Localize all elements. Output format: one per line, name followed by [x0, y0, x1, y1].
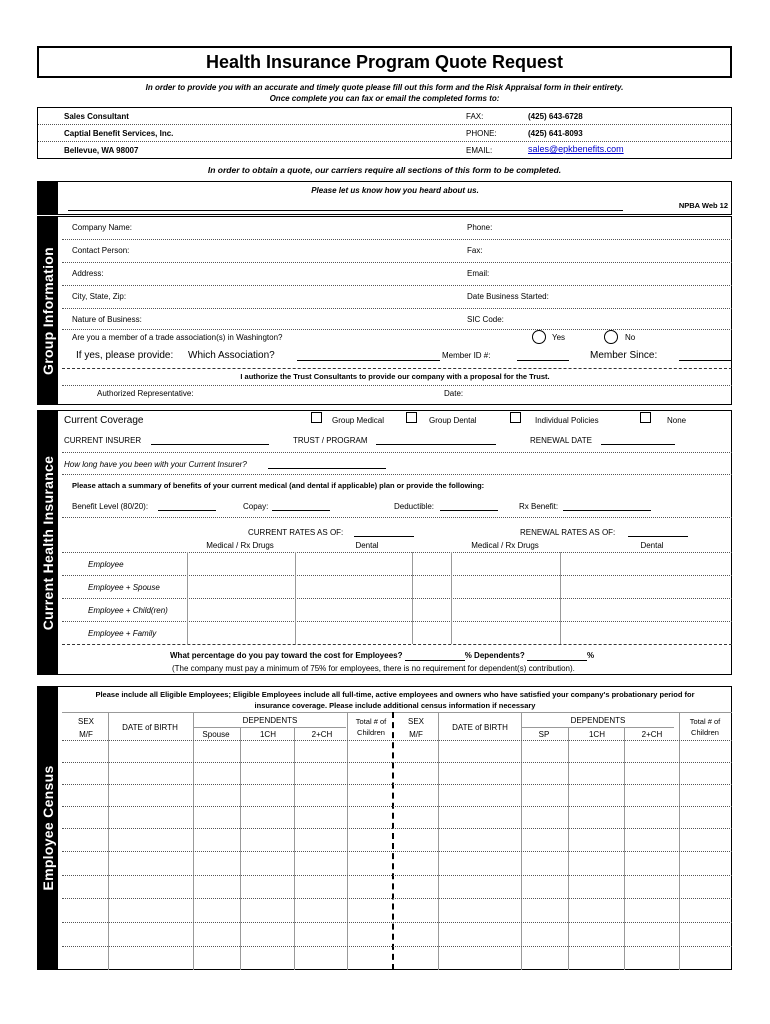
census-sp-right: SP [538, 730, 550, 739]
group-dental-checkbox[interactable] [406, 412, 417, 423]
attach-note: Please attach a summary of benefits of your current medical (and dental if applicable) plan or provide the following: [72, 481, 485, 490]
consultant-city: Bellevue, WA 98007 [64, 146, 139, 155]
census-1ch-left: 1CH [259, 730, 276, 739]
group-dental-label: Group Dental [429, 416, 477, 425]
census-dob-right: DATE of BIRTH [452, 723, 508, 732]
current-insurer-line[interactable] [151, 444, 269, 445]
fax-number: (425) 643-6728 [528, 112, 583, 121]
census-dependents-right: DEPENDENTS [570, 716, 626, 725]
renewal-dental-header: Dental [640, 541, 664, 550]
group-medical-label: Group Medical [332, 416, 385, 425]
intro-line-1: In order to provide you with an accurate and timely quote please fill out this form and the Risk Appraisal form in their entirety. [145, 83, 624, 92]
auth-date-field[interactable]: Date: [444, 389, 464, 398]
intro-line-2: Once complete you can fax or email the completed forms to: [269, 94, 500, 103]
census-row[interactable] [62, 946, 732, 947]
census-row[interactable] [62, 898, 732, 899]
company-name-field[interactable]: Company Name: [72, 223, 133, 232]
pct-question [170, 651, 594, 661]
min-contribution-note: (The company must pay a minimum of 75% for employees, there is no requirement for dependent(s) contribution). [172, 664, 575, 673]
current-insurer-label: CURRENT INSURER [64, 436, 142, 445]
census-row[interactable] [62, 806, 732, 807]
census-total-left-1: Total # of [355, 717, 387, 726]
member-since-line[interactable] [679, 360, 731, 361]
group-fax-field[interactable]: Fax: [467, 246, 483, 255]
current-dental-header: Dental [355, 541, 379, 550]
phone-number: (425) 641-8093 [528, 129, 583, 138]
renewal-rates-line[interactable] [628, 536, 688, 537]
date-started-field[interactable]: Date Business Started: [467, 292, 549, 301]
group-email-field[interactable]: Email: [467, 269, 490, 278]
tier-employee-children: Employee + Child(ren) [88, 606, 168, 615]
rx-benefit-line[interactable] [563, 510, 651, 511]
census-2ch-right: 2+CH [641, 730, 663, 739]
census-sex-right: SEX [407, 717, 424, 726]
contact-person-field[interactable]: Contact Person: [72, 246, 130, 255]
pct-dependents-input[interactable] [527, 651, 587, 661]
census-row[interactable] [62, 784, 732, 785]
association-line[interactable] [297, 360, 440, 361]
census-total-right-1: Total # of [689, 717, 721, 726]
no-radio[interactable] [604, 330, 618, 344]
form-code: NPBA Web 12 [678, 201, 728, 210]
none-label: None [667, 416, 687, 425]
renewal-date-label: RENEWAL DATE [530, 436, 592, 445]
heard-about-line[interactable] [68, 210, 623, 211]
consultant-company: Captial Benefit Services, Inc. [64, 129, 174, 138]
tier-employee-family: Employee + Family [88, 629, 157, 638]
yes-radio[interactable] [532, 330, 546, 344]
current-coverage-label: Current Coverage [64, 415, 144, 426]
census-row[interactable] [62, 828, 732, 829]
email-link[interactable]: sales@epkbenefits.com [528, 144, 624, 154]
copay-label: Copay: [243, 502, 269, 511]
sic-code-field[interactable]: SIC Code: [467, 315, 504, 324]
city-state-zip-field[interactable]: City, State, Zip: [72, 292, 127, 301]
tier-employee: Employee [88, 560, 124, 569]
authorize-note: I authorize the Trust Consultants to provide our company with a proposal for the Trust. [240, 372, 550, 381]
census-note-1: Please include all Eligible Employees; Eligible Employees include all full-time, active employees and owners who have satisfied your company's probationary period for [95, 690, 695, 699]
current-rates-label: CURRENT RATES AS OF: [248, 528, 344, 537]
trust-program-label: TRUST / PROGRAM [293, 436, 368, 445]
pct-employees-input[interactable] [405, 651, 465, 661]
no-label: No [625, 333, 636, 342]
tier-employee-spouse: Employee + Spouse [88, 583, 160, 592]
which-association-label: Which Association? [188, 350, 275, 361]
heard-about-label: Please let us know how you heard about us. [311, 186, 479, 195]
census-total-right-2: Children [691, 728, 719, 737]
consultant: Sales Consultant [64, 112, 129, 121]
auth-rep-field[interactable]: Authorized Representative: [97, 389, 194, 398]
pct-employees-label: What percentage do you pay toward the cost for Employees? [170, 651, 403, 660]
benefit-level-label: Benefit Level (80/20): [72, 502, 149, 511]
pct-dependents-label: % Dependents? [464, 651, 525, 660]
email-label: EMAIL: [466, 146, 493, 155]
benefit-level-line[interactable] [158, 510, 216, 511]
census-dob-left: DATE of BIRTH [122, 723, 178, 732]
rx-benefit-label: Rx Benefit: [519, 502, 559, 511]
group-medical-checkbox[interactable] [311, 412, 322, 423]
census-mf-right: M/F [409, 730, 423, 739]
phone-label: PHONE: [466, 129, 497, 138]
how-long-label: How long have you been with your Current Insurer? [64, 460, 247, 469]
census-row[interactable] [62, 762, 732, 763]
census-note-2: insurance coverage. Please include additional census information if necessary [254, 701, 536, 710]
trade-question: Are you a member of a trade association(s) in Washington? [72, 333, 283, 342]
nature-field[interactable]: Nature of Business: [72, 315, 142, 324]
census-dependents-left: DEPENDENTS [242, 716, 298, 725]
copay-line[interactable] [272, 510, 330, 511]
census-divider [392, 712, 394, 970]
census-1ch-right: 1CH [588, 730, 605, 739]
renewal-date-line[interactable] [601, 444, 675, 445]
trust-program-line[interactable] [376, 444, 496, 445]
individual-policies-label: Individual Policies [535, 416, 599, 425]
renewal-rates-label: RENEWAL RATES AS OF: [520, 528, 616, 537]
if-yes-label: If yes, please provide: [76, 350, 174, 361]
none-checkbox[interactable] [640, 412, 651, 423]
group-sidebar-label: Group Information [39, 246, 56, 375]
fax-label: FAX: [466, 112, 484, 121]
pct-suffix: % [586, 651, 595, 660]
address-field[interactable]: Address: [72, 269, 104, 278]
census-total-left-2: Children [357, 728, 385, 737]
yes-label: Yes [552, 333, 566, 342]
member-id-line[interactable] [517, 360, 569, 361]
page-title: Health Insurance Program Quote Request [205, 52, 564, 72]
group-phone-field[interactable]: Phone: [467, 223, 493, 232]
deductible-label: Deductible: [394, 502, 435, 511]
member-since-label: Member Since: [590, 350, 658, 361]
census-row[interactable] [62, 851, 732, 852]
census-spouse-left: Spouse [202, 730, 230, 739]
census-row[interactable] [62, 922, 732, 923]
census-sex-left: SEX [77, 717, 94, 726]
census-2ch-left: 2+CH [311, 730, 333, 739]
census-sidebar-label: Employee Census [39, 765, 56, 891]
deductible-line[interactable] [440, 510, 498, 511]
requirement-note: In order to obtain a quote, our carriers require all sections of this form to be completed. [207, 165, 562, 175]
renewal-medical-header: Medical / Rx Drugs [471, 541, 539, 550]
individual-policies-checkbox[interactable] [510, 412, 521, 423]
current-rates-line[interactable] [354, 536, 414, 537]
census-row[interactable] [62, 875, 732, 876]
census-mf-left: M/F [79, 730, 93, 739]
coverage-sidebar-label: Current Health Insurance [39, 455, 56, 630]
member-id-label: Member ID #: [442, 351, 491, 360]
how-long-line[interactable] [268, 468, 386, 469]
current-medical-header: Medical / Rx Drugs [206, 541, 274, 550]
